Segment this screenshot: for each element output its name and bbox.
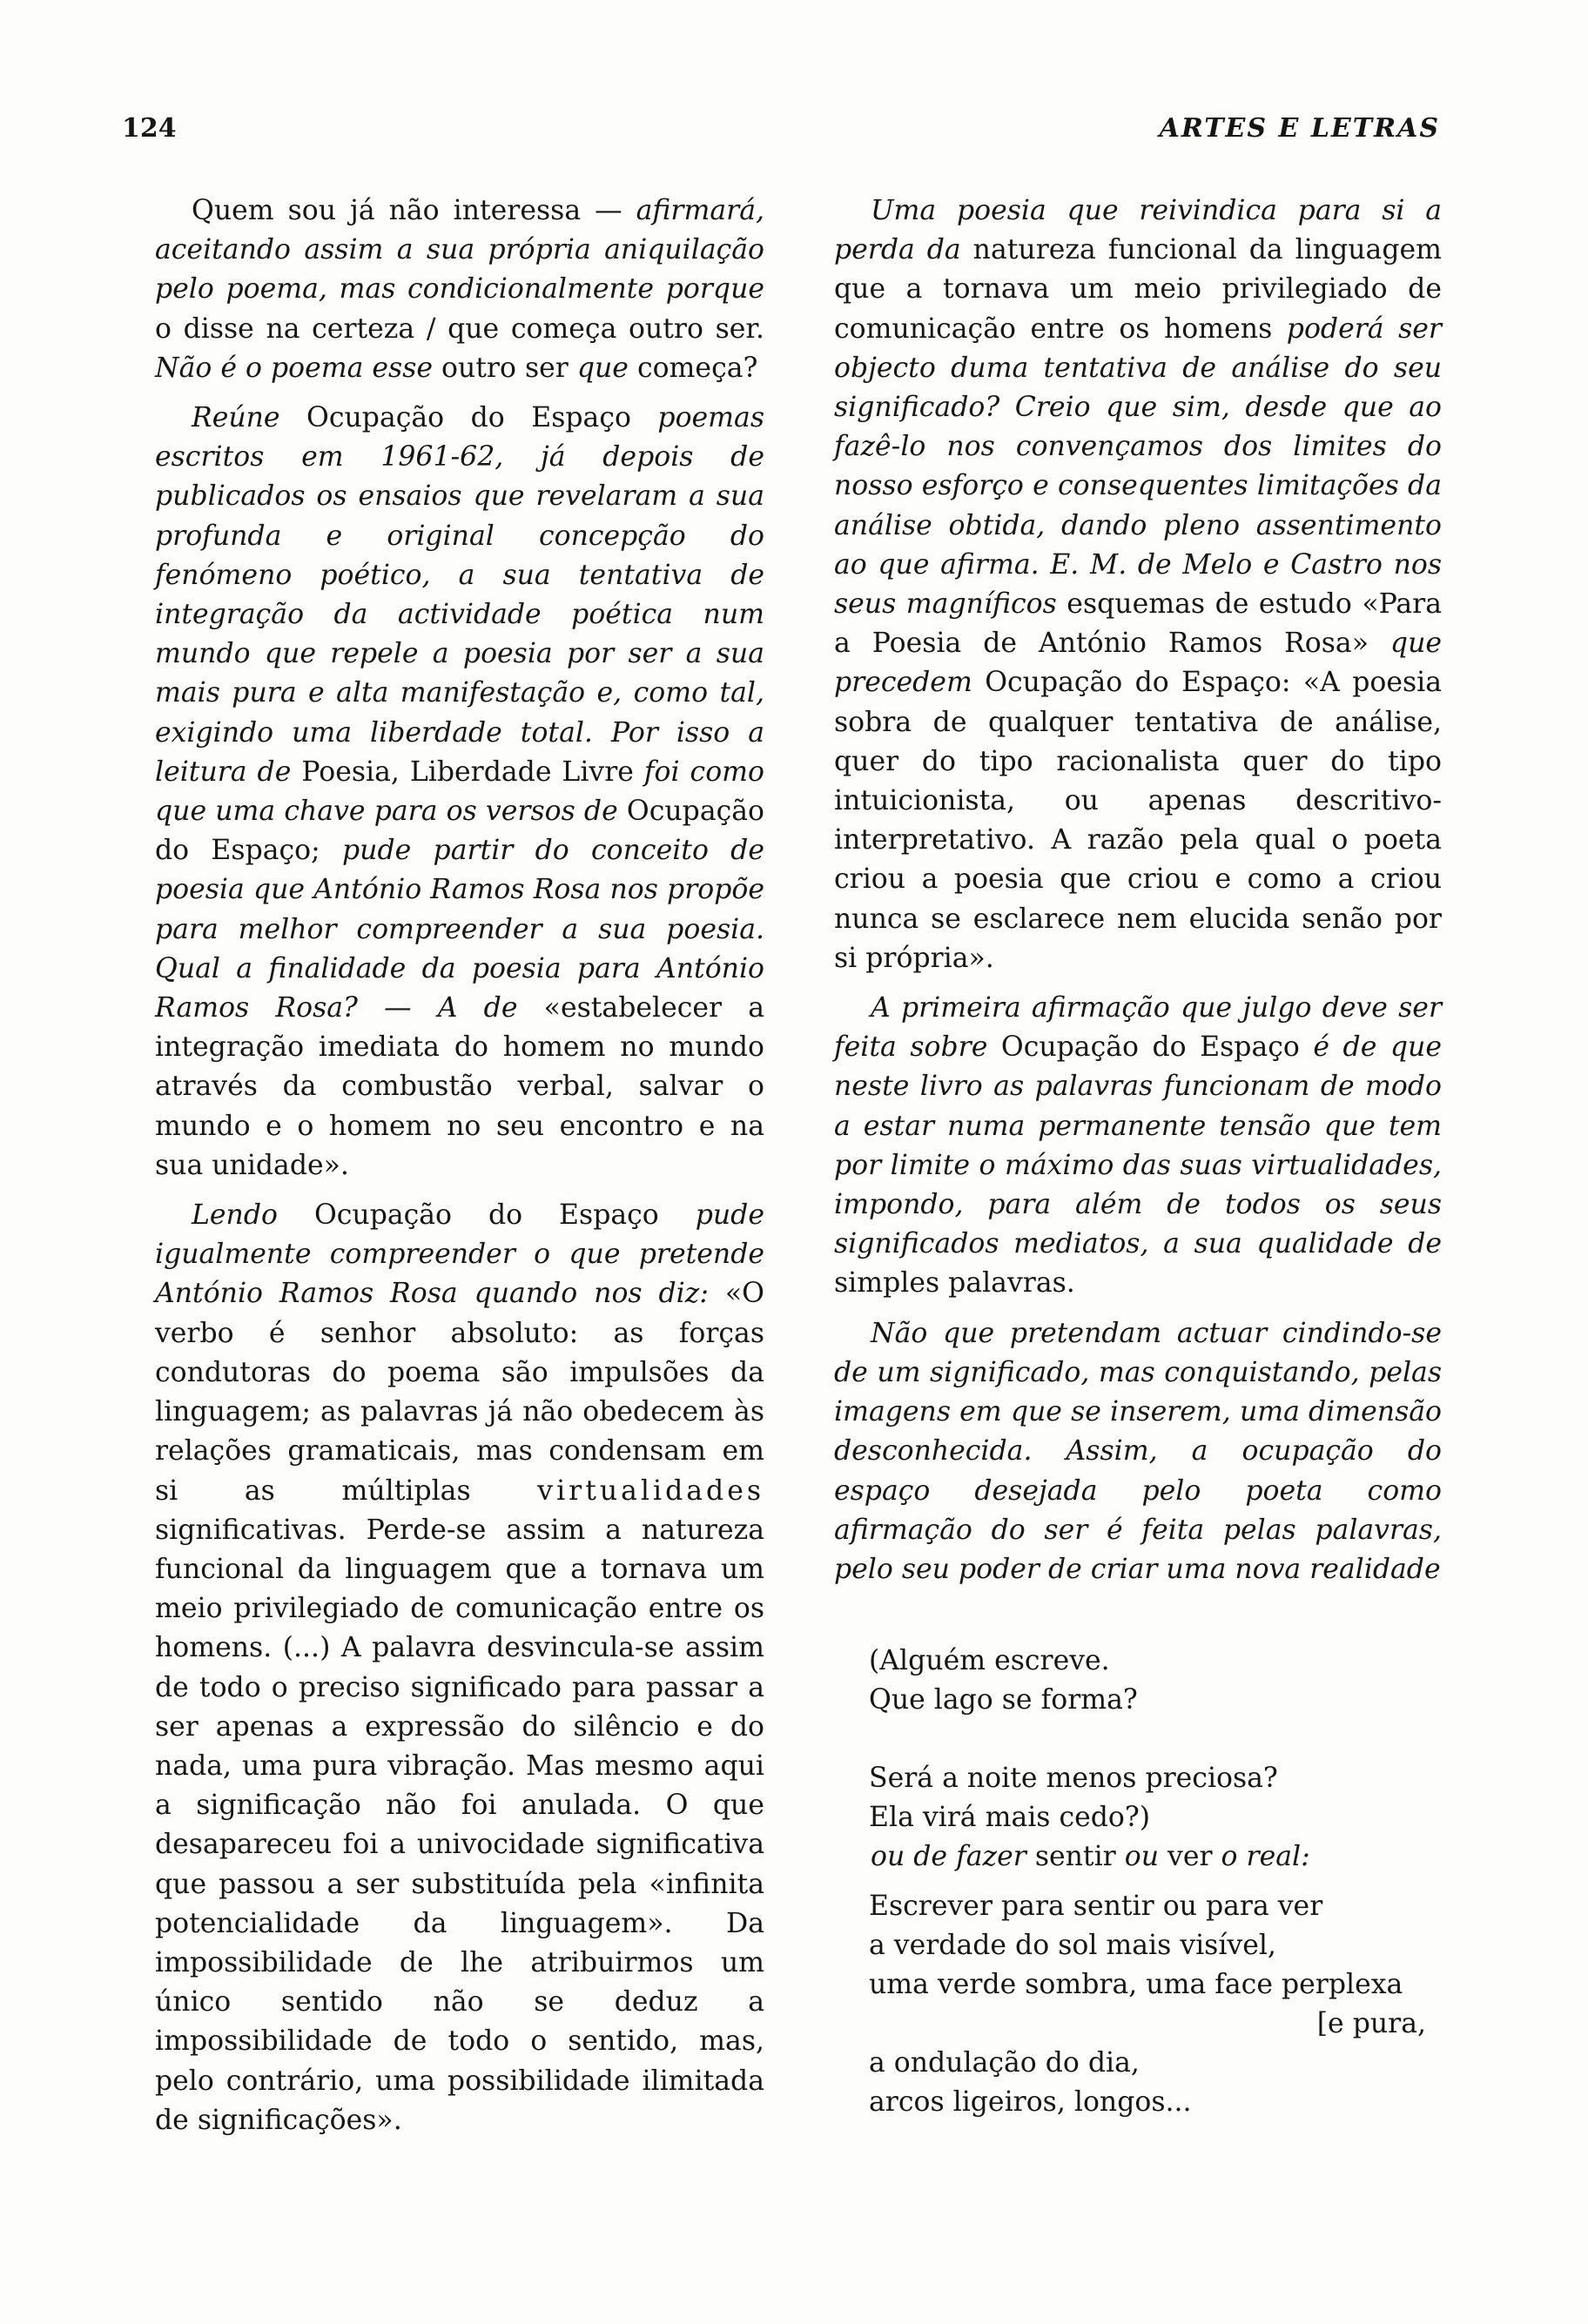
bridge-line bbox=[834, 1837, 1442, 1877]
text-run: Ocupação do Espaço bbox=[277, 1199, 696, 1232]
poem-line: (Alguém escreve. bbox=[869, 1645, 1110, 1677]
poem-line: Que lago se forma? bbox=[869, 1684, 1138, 1716]
text-run: Ocupação do Espaço: «A poesia sobra de qualquer tentativa de análise, quer do tipo racionalista quer do tipo intuicionista, ou apenas descritivo-interpretativo. A razão pela qual o poeta criou a poesia que criou e como a criou nunca se esclarece nem elucida senão por si própria». bbox=[834, 667, 1442, 974]
stanza-break bbox=[869, 1720, 1442, 1759]
poem-line: a ondulação do dia, bbox=[869, 2047, 1140, 2079]
text-run: Poesia, Liberdade Livre bbox=[291, 756, 644, 788]
text-run: «O verbo é senhor absoluto: as forças condutoras do poema são impulsões da linguagem; as palavras já não obedecem às relações gramaticais, mas condensam em si as múltiplas bbox=[155, 1278, 764, 1507]
paragraph bbox=[834, 1314, 1442, 1589]
text-run-italic: poderá ser objecto duma tentativa de análise do seu significado? Creio que sim, desde que ao fazê-lo nos convençamos dos limites do nosso esforço e consequentes limitações da análise obtida, dando pleno assentimento ao que afirma. E. M. de Melo e Castro nos seus magníficos bbox=[834, 312, 1442, 621]
text-run: Quem sou já não interessa — bbox=[192, 195, 636, 226]
poem-line: Será a noite menos preciosa? bbox=[869, 1763, 1278, 1795]
text-run: simples palavras. bbox=[834, 1267, 1075, 1300]
running-head: ARTES E LETRAS bbox=[1159, 113, 1440, 144]
text-run: sentir bbox=[1026, 1841, 1125, 1873]
text-run: começa? bbox=[628, 352, 758, 384]
text-run: Ocupação do Espaço bbox=[279, 402, 658, 434]
text-run: Ocupação do Espaço bbox=[987, 1031, 1314, 1064]
paragraph bbox=[155, 399, 764, 1186]
text-run: esquemas de estudo «Para a Poesia de António Ramos Rosa» bbox=[834, 588, 1443, 660]
left-column bbox=[155, 191, 764, 2151]
text-run: natureza funcional da linguagem que a tornava um meio privilegiado de comunicação entre os homens bbox=[834, 234, 1443, 345]
text-run-italic: que precedem bbox=[834, 628, 1442, 699]
poem-quote bbox=[869, 1887, 1442, 2122]
text-run: o disse na certeza / que começa outro ser. bbox=[155, 312, 764, 345]
paragraph bbox=[155, 191, 764, 388]
text-run-italic: Uma poesia que reivindica para si a perda da bbox=[834, 195, 1442, 266]
text-run-italic: é de que neste livro as palavras funcionam de modo a estar numa permanente tensão que tem por limite o máximo das suas virtualidades, impondo, para além de todos os seus significados mediatos, a sua qualidade de bbox=[834, 1031, 1442, 1260]
right-column bbox=[834, 191, 1442, 2122]
text-run-italic: pude partir do conceito de poesia que António Ramos Rosa nos propõe para melhor compreender a sua poesia. Qual a finalidade da poesia para António Ramos Rosa? — A de bbox=[155, 835, 764, 1024]
text-run-italic: que bbox=[576, 352, 629, 384]
text-run-italic: pude igualmente compreender o que pretende António Ramos Rosa quando nos diz: bbox=[155, 1199, 764, 1310]
paragraph bbox=[155, 1196, 764, 2140]
text-run-italic: poemas escritos em 1961-62, já depois de publicados os ensaios que revelaram a sua profunda e original concepção do fenómeno poético, a sua tentativa de integração da actividade poética num mundo que repele a poesia por ser a sua mais pura e alta manifestação e, como tal, exigindo uma liberdade total. Por isso a leitura de bbox=[155, 402, 764, 788]
text-run-italic: Reúne bbox=[192, 402, 280, 434]
text-run: «estabelecer a integração imediata do homem no mundo através da combustão verbal, salvar o mundo e o homem no seu encontro e na sua unidade». bbox=[155, 992, 765, 1181]
paragraph bbox=[834, 191, 1442, 978]
poem-line: uma verde sombra, uma face perplexa bbox=[869, 1969, 1403, 2001]
text-run-italic: A primeira afirmação que julgo deve ser feita sobre bbox=[834, 992, 1442, 1064]
poem-line-continuation: [e pura, bbox=[1316, 2008, 1426, 2040]
paragraph bbox=[834, 989, 1442, 1304]
text-run: significativas. Perde-se assim a natureza funcional da linguagem que a tornava um meio privilegiado de comunicação entre os homens. (...) A palavra desvincula-se assim de todo o preciso significado para passar a ser apenas a expressão do silêncio e do nada, uma pura vibração. Mas mesmo aqui a significação não foi anulada. O que desapareceu foi a univocidade significativa que passou a ser substituída pela «infinita potencialidade da linguagem». Da impossibilidade de lhe atribuirmos um único sentido não se deduz a impossibilidade de todo o sentido, mas, pelo contrário, uma possibilidade ilimitada de significações». bbox=[155, 1514, 764, 2136]
text-run-italic: ou bbox=[1124, 1841, 1160, 1873]
poem-quote bbox=[869, 1642, 1442, 1837]
poem-line: arcos ligeiros, longos... bbox=[869, 2086, 1192, 2119]
text-run-italic: Lendo bbox=[192, 1199, 278, 1232]
text-run-italic: ou de fazer bbox=[871, 1841, 1026, 1873]
text-run-italic: foi como que uma chave para os versos de bbox=[155, 756, 764, 828]
text-run: outro ser bbox=[433, 352, 577, 384]
text-run-italic: afirmará, aceitando assim a sua própria aniquilação pelo poema, mas condicionalmente porque bbox=[155, 195, 764, 306]
text-run-spaced: virtualidades bbox=[537, 1474, 764, 1507]
poem-line: Escrever para sentir ou para ver bbox=[869, 1891, 1323, 1923]
text-run-italic: o real: bbox=[1221, 1841, 1310, 1873]
text-run-italic: Não é o poema esse bbox=[155, 352, 433, 384]
text-run: ver bbox=[1159, 1841, 1221, 1873]
text-run-italic: Não que pretendam actuar cindindo-se de um significado, mas conquistando, pelas imagens em que se inserem, uma dimensão desconhecida. Assim, a ocupação do espaço desejada pelo poeta como afirmação do ser é feita pelas palavras, pelo seu poder de criar uma nova realidade bbox=[834, 1317, 1442, 1585]
poem-line: a verdade do sol mais visível, bbox=[869, 1930, 1276, 1962]
page-number: 124 bbox=[122, 113, 177, 144]
poem-line: Ela virá mais cedo?) bbox=[869, 1802, 1151, 1834]
text-run: Ocupação do Espaço; bbox=[155, 796, 764, 867]
